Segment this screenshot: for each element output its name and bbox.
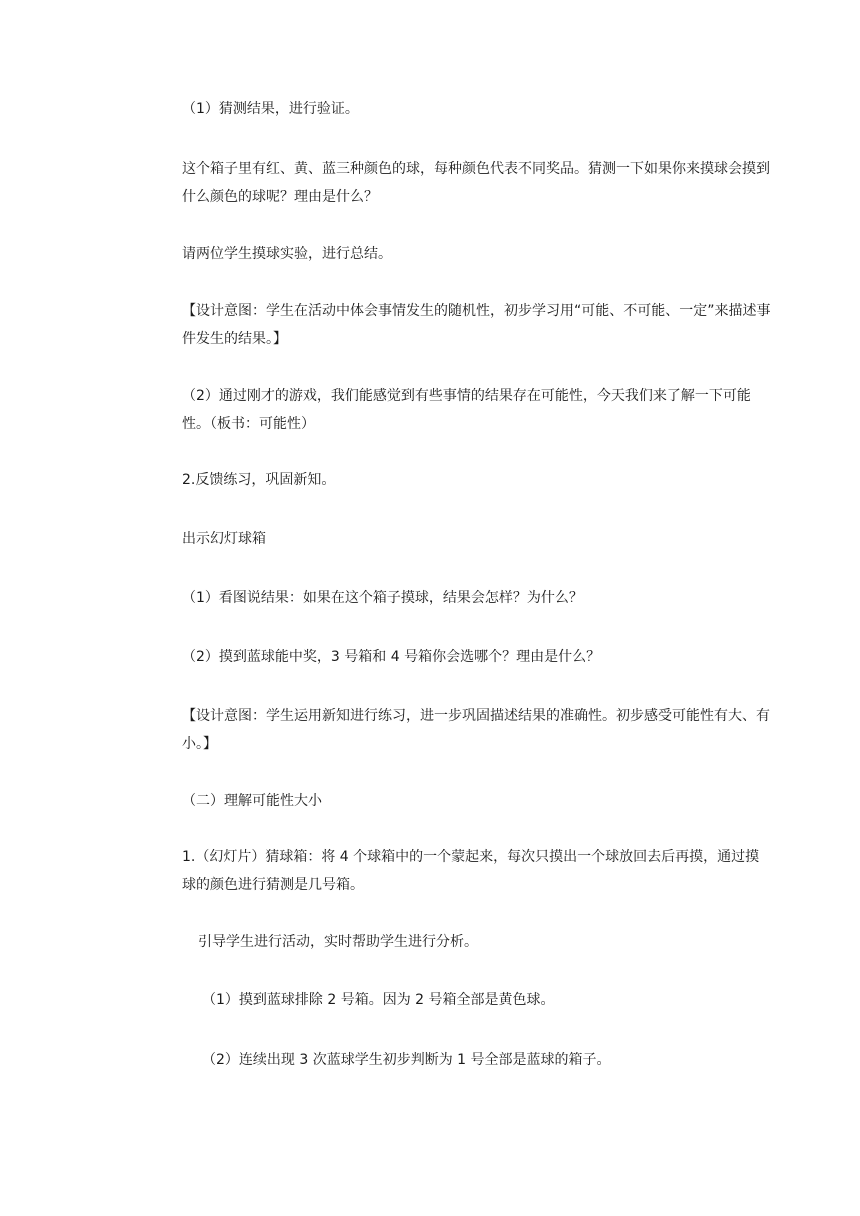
- paragraph-guess-verify: （1）猜测结果，进行验证。: [182, 101, 359, 117]
- paragraph-design-intent-1: 【设计意图：学生在活动中体会事情发生的随机性，初步学习用“可能、不可能、一定”来描述事件发生的结果。】: [182, 303, 771, 347]
- paragraph-guide-students: 引导学生进行活动，实时帮助学生进行分析。: [198, 934, 478, 950]
- paragraph-guess-box: 1.（幻灯片）猜球箱：将 4 个球箱中的一个蒙起来，每次只摸出一个球放回去后再摸，通过摸球的颜色进行猜测是几号箱。: [182, 849, 760, 893]
- paragraph-look-picture: （1）看图说结果：如果在这个箱子摸球，结果会怎样？为什么？: [182, 590, 583, 606]
- paragraph-game-summary: （2）通过刚才的游戏，我们能感觉到有些事情的结果存在可能性，今天我们来了解一下可能性。（板书：可能性）: [182, 388, 751, 432]
- section-heading-possibility-size: （二）理解可能性大小: [182, 793, 322, 809]
- paragraph-experiment: 请两位学生摸球实验，进行总结。: [182, 246, 392, 262]
- paragraph-show-slides: 出示幻灯球箱: [182, 531, 266, 547]
- paragraph-choose-box: （2）摸到蓝球能中奖，3 号箱和 4 号箱你会选哪个？理由是什么？: [182, 649, 601, 665]
- paragraph-design-intent-2: 【设计意图：学生运用新知进行练习，进一步巩固描述结果的准确性。初步感受可能性有大、有小。】: [182, 708, 770, 752]
- paragraph-feedback-practice: 2.反馈练习，巩固新知。: [182, 472, 336, 488]
- paragraph-box-description: 这个箱子里有红、黄、蓝三种颜色的球，每种颜色代表不同奖品。猜测一下如果你来摸球会摸到什么颜色的球呢？理由是什么？: [182, 161, 770, 205]
- paragraph-exclude-box-2: （1）摸到蓝球排除 2 号箱。因为 2 号箱全部是黄色球。: [202, 992, 555, 1008]
- paragraph-three-blue: （2）连续出现 3 次蓝球学生初步判断为 1 号全部是蓝球的箱子。: [202, 1052, 611, 1068]
